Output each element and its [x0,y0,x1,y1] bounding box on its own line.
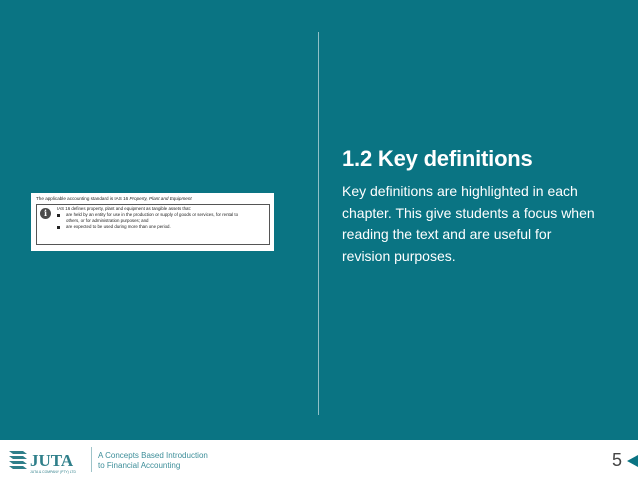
definition-box [36,204,270,245]
footer-separator [91,447,92,472]
section-body: Key definitions are highlighted in each chapter. This give students a focus when reading the text and are useful for revision purposes. [342,183,595,264]
bullet-item: are held by an entity for use in the production or supply of goods or services, for rental to [57,212,266,218]
definition-excerpt-image [31,193,274,251]
section-heading: 1.2 Key definitions [342,146,533,171]
svg-text:JUTA: JUTA [30,451,74,470]
vertical-divider [318,32,319,415]
svg-text:JUTA & COMPANY (PTY) LTD: JUTA & COMPANY (PTY) LTD [30,470,76,474]
bullet-item-continuation: others, or for administration purposes; and [66,218,149,223]
definition-text: IAS 16 defines property, plant and equipment as tangible assets that: [57,206,191,211]
page-number: 5 [612,450,623,470]
juta-logo [7,444,87,475]
excerpt-intro: The applicable accounting standard is IAS 16 Property, Plant and Equipment [36,196,192,201]
book-tagline: A Concepts Based Introduction to Financial Accounting [98,451,208,470]
footer-bar [0,440,638,479]
definition-bullets [57,212,266,230]
previous-page-arrow-icon[interactable] [627,455,638,467]
info-icon: i [40,208,51,219]
bullet-item: are expected to be used during more than one period. [57,224,266,230]
